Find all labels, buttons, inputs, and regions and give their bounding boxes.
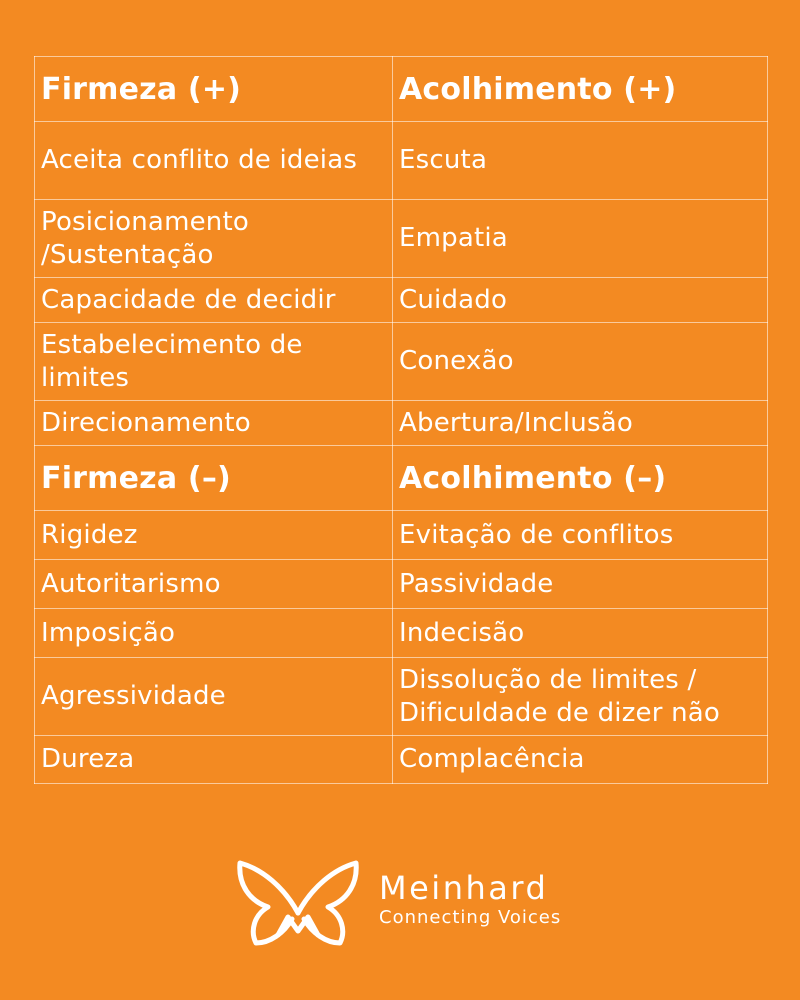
table-cell: Abertura/Inclusão: [393, 401, 768, 446]
table-header-row: [35, 446, 768, 511]
header-firmeza-positive: Firmeza (+): [35, 57, 393, 122]
table-cell: Passividade: [393, 560, 768, 609]
header-acolhimento-positive: Acolhimento (+): [393, 57, 768, 122]
table-cell: Capacidade de decidir: [35, 278, 393, 323]
table-cell: Autoritarismo: [35, 560, 393, 609]
table-row: [35, 122, 768, 200]
table-cell: Dissolução de limites / Dificuldade de dizer não: [393, 658, 768, 736]
table-cell: Posicionamento /Sustentação: [35, 200, 393, 278]
table-cell: Direcionamento: [35, 401, 393, 446]
table-row: [35, 200, 768, 278]
brand-name: Meinhard: [379, 869, 549, 907]
header-acolhimento-negative: Acolhimento (–): [393, 446, 768, 511]
table-header-row: [35, 57, 768, 122]
table-cell: Aceita conflito de ideias: [35, 122, 393, 200]
table-cell: Rigidez: [35, 511, 393, 560]
table-cell: Estabelecimento de limites: [35, 323, 393, 401]
table-row: [35, 511, 768, 560]
table-row: [35, 323, 768, 401]
table-cell: Conexão: [393, 323, 768, 401]
table-cell: Evitação de conflitos: [393, 511, 768, 560]
comparison-table: [34, 56, 768, 784]
table-row: [35, 560, 768, 609]
table-cell: Imposição: [35, 609, 393, 658]
table-row: [35, 401, 768, 446]
table-row: [35, 658, 768, 736]
table-row: [35, 736, 768, 784]
table-cell: Escuta: [393, 122, 768, 200]
table-row: [35, 609, 768, 658]
table-cell: Complacência: [393, 736, 768, 784]
table-cell: Empatia: [393, 200, 768, 278]
butterfly-m-icon: [236, 855, 361, 950]
brand-logo: [236, 855, 566, 950]
table-cell: Indecisão: [393, 609, 768, 658]
table-cell: Dureza: [35, 736, 393, 784]
header-firmeza-negative: Firmeza (–): [35, 446, 393, 511]
table-cell: Cuidado: [393, 278, 768, 323]
table-row: [35, 278, 768, 323]
brand-tagline: Connecting Voices: [379, 907, 562, 928]
table-cell: Agressividade: [35, 658, 393, 736]
